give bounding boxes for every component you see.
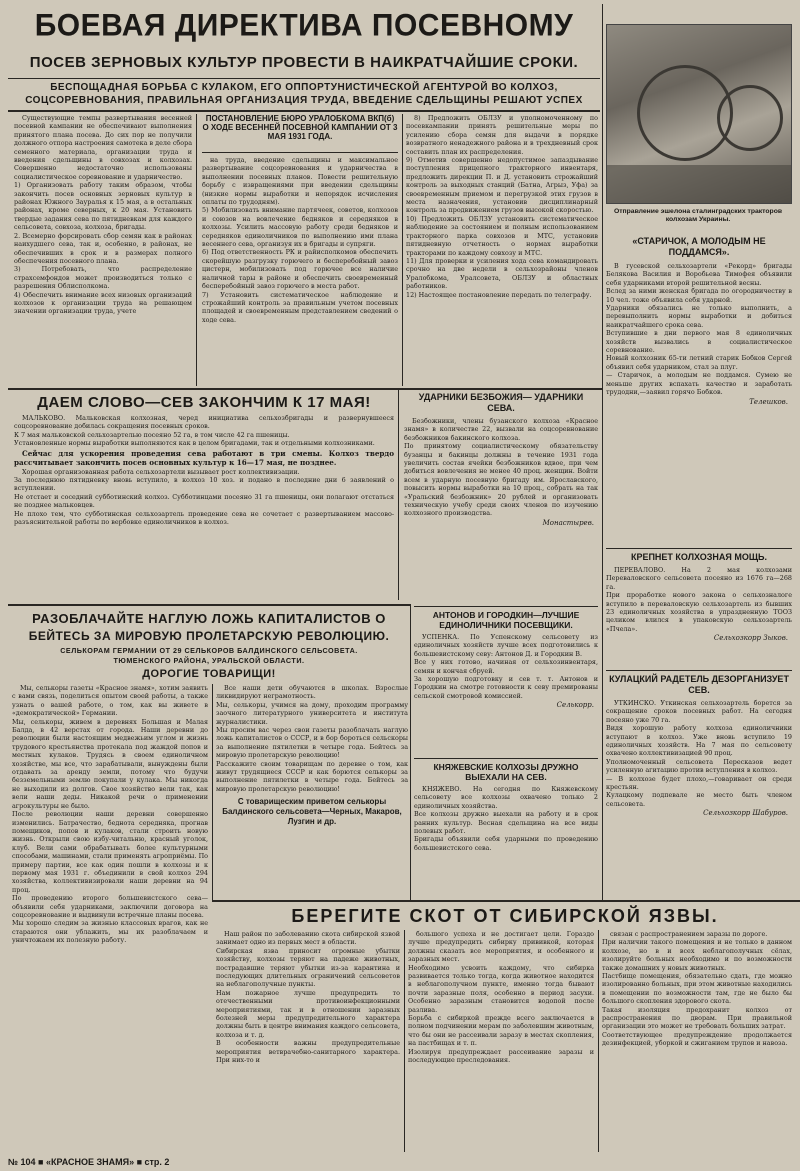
article-signature: С товарищеским приветом селькоры Балдинского сельсовета—Черных, Макаров, Лузгин и др. — [222, 797, 402, 827]
razoblachaite-salutation: ДОРОГИЕ ТОВАРИЩИ! — [142, 668, 276, 680]
article-title: КУЛАЦКИЙ РАДЕТЕЛЬ ДЕЗОРГАНИЗУЕТ СЕВ. — [609, 674, 789, 695]
article-signature: Сельхозкорр Зыков. — [713, 634, 788, 643]
razoblachaite-subtitle-2: ТЮМЕНСКОГО РАЙОНА, УРАЛЬСКОЙ ОБЛАСТИ. — [113, 656, 305, 665]
article-antonov — [414, 606, 598, 760]
article-bold-text: Сейчас для ускорения проведения сева работают в три смены. Колхоз твердо рассчитывает закончить посев основных культур к 16—17 мая, не позднее. — [14, 448, 394, 467]
article-signature: Сельхозкорр Шабуров. — [703, 809, 788, 818]
skot-col-1: Наш район по заболеванию скота сибирской язвой занимает одно из первых мест в области. Сибирская язва приносит огромные убытки хозяйству, колхозы теряют на падеже животных, пострадавшие теряют убытки из-за карантина и последующих длительных ограничений сельсоветов на неблагополучные пункты. Нам пожарное лучше предупредить то отечественными противоинфекционными мероприятиями, так и в отношении заразных болезней меры предупредительного характера должны быть в центре внимания каждого сельсовета, колхоза и т. д. В особенности важны предупредительные мероприятия ветврачебно-санитарного характера. При них-то и — [216, 930, 400, 1065]
article-body: ПЕРЕВАЛОВО. На 2 мая колхозами Переваловского сельсовета посеяно из 1676 га—268 га. При проработке нового закона о сельхозналоге вступило в переваловскую сельхозартель из бывших 23 единоличных хозяйства в упраздненную ТООЗ целиком влился в упаковскую сельхозартель «Пчела». — [606, 566, 792, 633]
article-udarniki — [404, 392, 598, 602]
skot-col-3: связан с распространением заразы по дороге. При наличии такого помещения и не только в данном колхозе, но в и всех неблагополучных сёлах, изолируйте больных необходимо и по возможности также домашних у новых животных. Пастбище помещения, обязательно сдать, где можно изолированно больных, при этом животные находились в помещении по возможности там, где не было бы большого скопления здорового скота. Такая изоляция предохранит колхоз от распространения по дворам. При правильной организации это может не требовать больших затрат. Соответствующее предупреждение продолжается дезинфекцией, уборкой и сжиганием трупов и навоза. — [602, 930, 792, 1048]
skot-title: БЕРЕГИТЕ СКОТ ОТ СИБИРСКОЙ ЯЗВЫ. — [291, 906, 719, 926]
article-body: КНЯЖЕВО. На сегодня по Княжевскому сельсовету все колхозы охвачено только 2 единоличных хозяйства. Все колхозы дружно выехали на работу и в срок ранних культур. Весная сдельщина на все виды полевых работ. Бригады объявили себя ударными по проведению большевистского сева. — [414, 785, 598, 852]
razoblachaite-title-2: БЕЙТЕСЬ ЗА МИРОВУЮ ПРОЛЕТАРСКУЮ РЕВОЛЮЦИЮ. — [28, 629, 390, 643]
photo-caption: Отправление эшелона сталинградских тракторов колхозам Украины. — [613, 208, 783, 223]
article-body: Хорошая организованная работа сельхозартели вызывает рост коллективизации. За последнюю пятидневку вновь вступило, в колхоз 10 хоз. и подано в последние дни 6 заявлений о вступлении. Не отстает и соседний субботинский колхоз. Субботинцами посеяно 31 га пшеницы, они полагают отстаться не позднее мальковцев. Не плохо тем, что субботинская сельхозартель проведение сева не сочетает с развертыванием массово-разъяснительной работы по вербовке единоличников в колхоз. — [14, 467, 394, 527]
tractor-train-photo — [606, 24, 792, 204]
razoblachaite-col-2: Все наши дети обучаются в школах. Взрослые ликвидируют неграмотность. Мы, селькоры, учимся на дому, проходим программу заочного литературного университета и института журналистики. Мы просим вас через свои газеты разоблачать наглую ложь капиталистов о СССР, и в бор бороться сельскоры за выполнение пятилетки в четыре года. Бейтесь за мировую пролетарскую революцию! Расскажите своим товарищам по деревне о том, как живут трудящиеся СССР и как борются селькоры за выполнение пятилетки в четыре года. Бейтесь за мировую пролетарскую революцию! С товарищеским приветом селькоры Балдинского сельсовета—Черных, Макаров, Лузгин и др. — [216, 684, 408, 827]
directive-header: ПОСТАНОВЛЕНИЕ БЮРО УРАЛОБКОМА ВКП(б) О ХОДЕ ВЕСЕННЕЙ ПОСЕВНОЙ КАМПАНИИ ОТ 3 МАЯ 1931 ГОДА. — [202, 114, 398, 153]
article-title: АНТОНОВ И ГОРОДКИН—ЛУЧШИЕ ЕДИНОЛИЧНИКИ ПОСЕВЩИКИ. — [432, 610, 580, 630]
article-kulak — [606, 670, 792, 902]
razoblachaite-title-1: РАЗОБЛАЧАЙТЕ НАГЛУЮ ЛОЖЬ КАПИТАЛИСТОВ О — [32, 611, 386, 626]
article-body: УСПЕНКА. По Успенскому сельсовету из единоличных хозяйств лучше всех подготовились к большевистскому севу: Антонов Д. и Городкин В. Все у них готово, начиная от сельхозинвентаря, семян и кончая сбруей. За хорошую подготовку и сев т. т. Антонов и Городкин на смотре готовности к севу премированы сельской смотровой комиссией. — [414, 633, 598, 700]
directive-col-1: Существующие темпы развертывания весенней посевной кампании не обеспечивают выполнения принятого плана посева. До сих пор не получили должного отпора настроения самотека в деле сбора семенного материала, организации труда и введения сдельщины в совхозах и колхозах. Совершенно недостаточно использованы социалистическое соревнование и ударничество. 1) Организовать работу таким образом, чтобы закончить посев основных зерновых культур в районах Южного Зауралья к 15 мая, а в остальных районах, кроме северных, к 20 мая. Установить твердые задания сева по пятидневкам для каждого сельсовета, совхоза, колхоза, бригады. 2. Всемерно форсировать сбор семян как в районах наихудшего сева, так и, особенно, в районах, не обеспечивших в срок и в размерах полного обеспечения посевного плана. 3) Потребовать, что распределение страхсемфондов может производиться только с разрешения Облисполкома. 4) Обеспечить внимание всех низовых организаций колхозов к организации труда на решающем значении организации труда, учете — [14, 114, 192, 316]
daem-title: ДАЕМ СЛОВО—СЕВ ЗАКОНЧИМ К 17 МАЯ! — [37, 394, 371, 411]
skot-col-2: большого успеха и не достигает цели. Гораздо лучше предупредить сибирку прививкой, которая должны сказать все мероприятия, и особенного и заразных мест. Необходимо усвоить каждому, что сибирка развивается только тогда, когда животное находится в неблагополучном пункте, именно тогда бывают почти заразные поля, особенно в период засухи. Особенно заразным становится водопой после разлива. Борьба с сибиркой прежде всего заключается в полном подчинении мерам по заболевшим животным, что бы они не рассеивали заразу в местах скопления, на пастбищах и т. п. Изолируя предупреждает рассеивание заразы и последующие преследования. — [408, 930, 594, 1065]
page-subtitle: ПОСЕВ ЗЕРНОВЫХ КУЛЬТУР ПРОВЕСТИ В НАИКРАТЧАЙШИЕ СРОКИ. — [29, 54, 579, 71]
article-daem — [14, 414, 394, 614]
article-krepnet — [606, 548, 792, 670]
article-title: «СТАРИЧОК, А МОЛОДЫМ НЕ ПОДДАМСЯ». — [632, 236, 766, 257]
page-footer: № 104 ■ «КРАСНОЕ ЗНАМЯ» ■ стр. 2 — [8, 1157, 170, 1167]
article-starichok — [606, 236, 792, 546]
article-signature: Монастырев. — [542, 518, 594, 527]
article-knyazhevo — [414, 758, 598, 902]
article-body: В гусевской сельхозартели «Рекорд» бригады Белякова Василия и Воробьева Тимофея объявили себя ударниками второй решительной весны. Вслед за ними женская бригада по огородничеству в 10 чел. тоже объявила себя ударной. Ударники обязались не только выполнить, а перевыполнить нормы выработки и добиться наикратчайшего срока сева. Вступившие в дни первого мая 8 единоличных хозяйств вызвались в социалистическое соревнование. Новый колхозник 65-ти летний старик Бобков Сергей объявил себя ударником, стал за плуг. — Старичок, а молодым не поддамся. Сумею не меньше других вспахать качество и заработать трудодни,—заявил горячо Бобков. — [606, 262, 792, 397]
article-body: МАЛЬКОВО. Мальковская колхозная, черед инициатива сельхозбригады и развернувшееся соцсоревнование добилась сокращения посевных сроков. К 7 мая мальковской сельхозартелью посеяно 52 га, в том числе 42 га пшеницы. Установленные нормы выработки выполняются как в целом бригадами, так и отдельными колхозниками. — [14, 414, 394, 448]
article-title: УДАРНИКИ БЕЗБОЖИЯ— УДАРНИКИ СЕВА. — [418, 392, 584, 413]
wheel-shape — [717, 85, 783, 151]
directive-col-2: на труда, введение сдельщины и максимальное развертывание соцсоревнования и ударничества в выполнении посевных планов. Повести решительную борьбу с извращениями при введении сдельщины (низкие нормы выработки и непорядок исчисления оплаты по трудодням). 5) Мобилизовать внимание партячеек, советов, колхозов и союзов на вовлечение бедняков и середняков в колхозы. Усилить массовую работу среди бедняков и середняков единоличников по выполнению ими плана весеннего сева, организуя их в бригады и супряги. 6) Под ответственность РК и райисполкомов обеспечить скорейшую разгрузку горючего и бесперебойный завоз цистерн, мобилизовать под горючее все наличие наличной тары в районе и обеспечить своевременный бесперебойный завоз горючего в места работ. 7) Установить систематическое наблюдение и строжайший контроль за правильным учетом посевных площадей и своевременным представлением сведений о ходе сева. — [202, 156, 398, 324]
razoblachaite-col-1: Мы, селькоры газеты «Красное знамя», хотим заявить с вами связь, поделиться опытом своей работы, а также узнать о вашей работе, о том, как вы живете в «демократической» Германии. Мы, селькоры, живем в деревнях Большая и Малая Балда, в 42 верстах от города. Наши деревни до революции были настоящим медвежьим углом и жизнь трудового крестьянства протекала под жаждой попов и местных кулаков. Трудясь в своем единоличном хозяйстве, мы все, что зарабатывали, вынуждены были отдавать за аренду земли, потому что будучи безземельными землю покупали у кулака. Мы никогда не выходили из долгов. Свое хозяйство вели так, как вели наши деды. Никакой речи о применении агрокультуры не было. После революции наши деревни совершенно изменились. Батрачество, беднота середняка, прогнав помещиков, попов и кулаков, стали строить новую жизнь. Открыли свою избу-читальню, красный уголок, клуб. Вели сами обрабатывать более культурными способами, машинами, стали применять агроприёмы. По примеру партии, все как один пошли в колхозы и к первому мая 1931 г. объединили в свой колхоз 294 хозяйства, коллективизировали наши деревни на 94 проц. По проведению второго большевистского сева—объявили себя ударниками, заключили договора на соцсоревнование и выдвинули встречные планы посева. Мы хорошо следим за жизнью классовых врагов, как не стараются они ублажить, мы их разоблачаем и уничтожаем их полезную работу. — [12, 684, 208, 945]
article-signature: Телешков. — [749, 397, 788, 406]
slogan-line-2: СОЦСОРЕВНОВАНИЯ, ПРАВИЛЬНАЯ ОРГАНИЗАЦИЯ ТРУДА, ВВЕДЕНИЕ СДЕЛЬЩИНЫ РЕШАЮТ УСПЕХ — [25, 95, 583, 106]
article-signature: Селькорр. — [556, 701, 594, 710]
article-body: УТКИНСКО. Уткинская сельхозартель борется за сокращение сроков посевных работ. На сегодня посеяно уже 70 га. Видя хорошую работу колхоза единоличники вступают в колхоз. Уже вновь вступило 19 единоличных хозяйств. На 7 мая по сельсовету охвачено коллективизацией 90 проц. Уполномоченный сельсовета Пересказов ведет усиленную агитацию против вступления в колхоз. — В колхозе будет плохо,—говаривает он среди крестьян. Кулацкому подпевале не место быть членом сельсовета. — [606, 699, 792, 808]
slogan-line-1: БЕСПОЩАДНАЯ БОРЬБА С КУЛАКОМ, ЕГО ОППОРТУНИСТИЧЕСКОЙ АГЕНТУРОЙ ВО КОЛХОЗ, — [50, 82, 558, 93]
article-title: КНЯЖЕВСКИЕ КОЛХОЗЫ ДРУЖНО ВЫЕХАЛИ НА СЕВ. — [433, 762, 579, 782]
article-body: Безбожники, члены бузанского колхоза «Красное знамя» в количестве 22, вызвали на соцсоревнование безбожников бакинского колхоза. По принятому социалистическому обязательству бузанцы и бакинцы должны в течение 1931 года увеличить состав ячейки безбожников вдвое, при чем добиться вовлечения не менее 40 проц. женщин. Войти всем в ударную посевную бригаду им. Ярославского, повысить нормы выработки на 10 проц., собрать на так «Уральский безбожник» 20 рублей и организовать техническую учебу среди своих членов по изучению колхозного производства. — [404, 417, 598, 518]
article-title: КРЕПНЕТ КОЛХОЗНАЯ МОЩЬ. — [630, 552, 768, 562]
directive-col-3: 8) Предложить ОБЛЗУ и уполномоченному по посевкампании принять решительные меры по усилению сбора семян для выдачи в порядке возвратного ненадежного района и в трехдневный срок составить план их распределения. 9) Отметив совершенно недопустимое запаздывание поступления прицепного тракторного инвентаря, предложить дирекции П. и Д. установить строжайший контроль за выходных станций (Батна, Агрыз, Уфа) за своевременным приемом и перегрузкой этих грузов в места назначения, установив дисциплинарный контроль за продвижением грузов высокой скоростью. 10) Предложить ОБЛЗУ установить систематическое наблюдение за состоянием и полным использованием тракторного парка совхозов и МТС, установив пятидневную отчетность о нормах выработки тракторами по каждому совхозу и МТС. 11) Для проверки и усиления хода сева командировать срочно на две недели в сельхозрайоны членов Уралобкома, Уралсовета, ОБЛЗУ и областных работников. 12) Настоящее постановление передать по телеграфу. — [406, 114, 598, 299]
razoblachaite-subtitle-1: СЕЛЬКОРАМ ГЕРМАНИИ ОТ 29 СЕЛЬКОРОВ БАЛДИНСКОГО СЕЛЬСОВЕТА. — [60, 646, 358, 655]
page-title: БОЕВАЯ ДИРЕКТИВА ПОСЕВНОМУ — [34, 8, 574, 43]
